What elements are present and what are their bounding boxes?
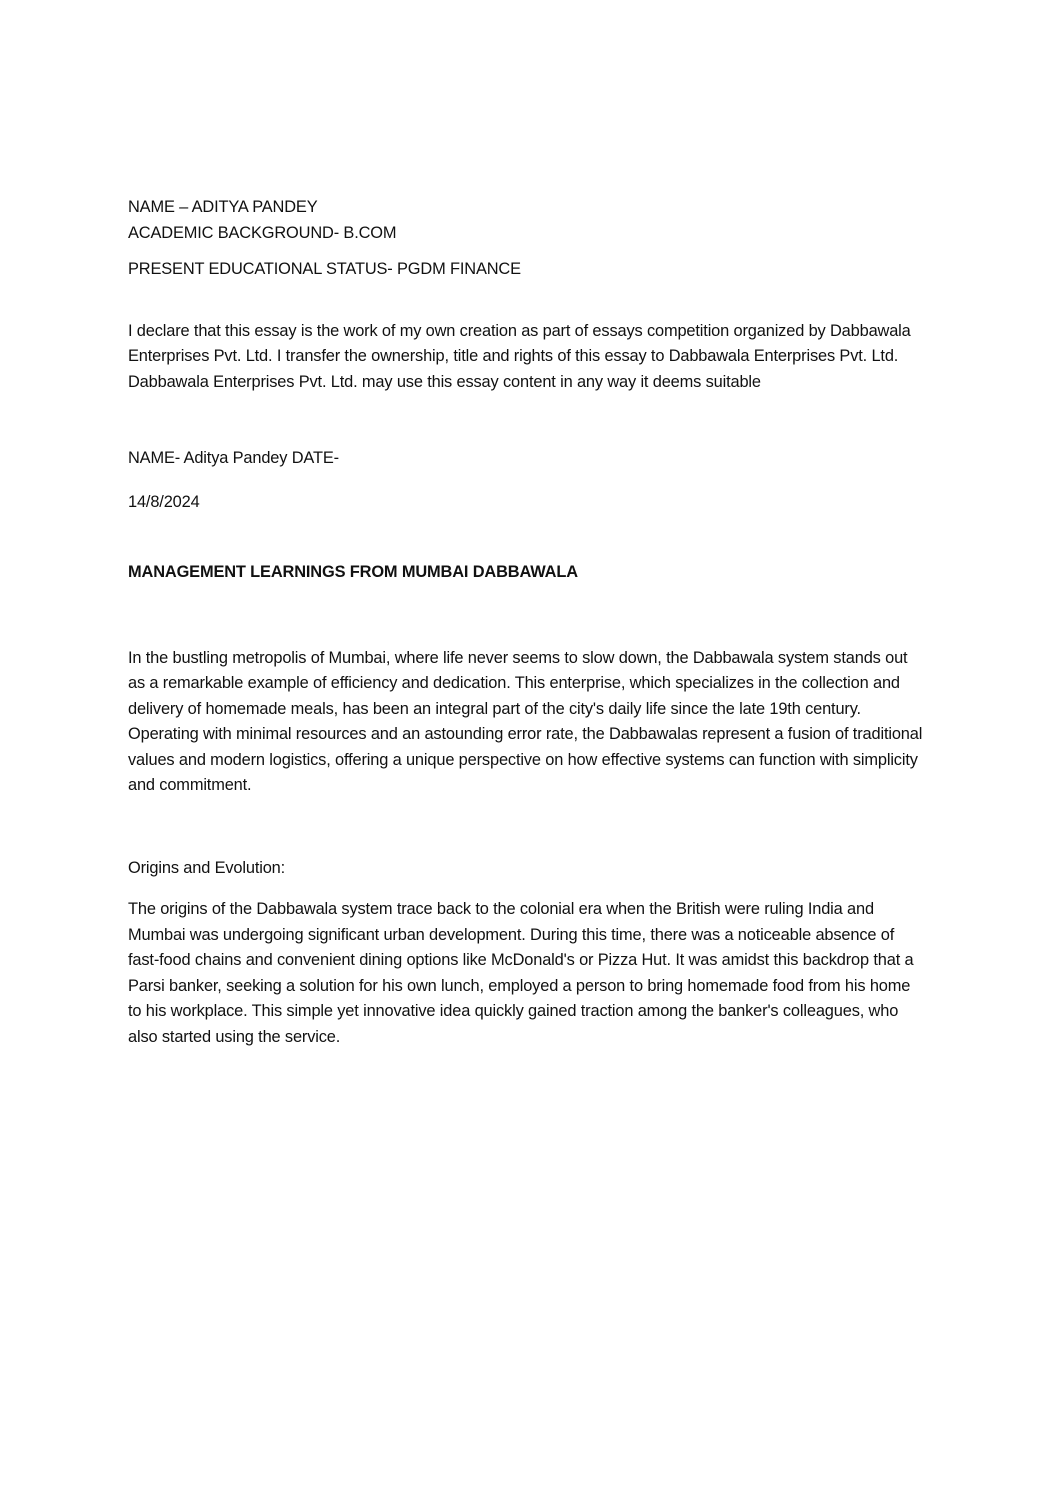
section-body-paragraph: The origins of the Dabbawala system trace back to the colonial era when the British were ruling India and Mumbai was undergoing significant urban development. During this time, there was a noticeable absence of fast-food chains and convenient dining options like McDonald's or Pizza Hut. It was amidst this backdrop that a Parsi banker, seeking a solution for his own lunch, employed a person to bring homemade food from his home to his workplace. This simple yet innovative idea quickly gained traction among the banker's colleagues, who also started using the service. bbox=[128, 900, 914, 1046]
document-body bbox=[128, 195, 928, 1050]
academic-background-line: ACADEMIC BACKGROUND- B.COM bbox=[128, 223, 397, 242]
section-heading: Origins and Evolution: bbox=[128, 858, 286, 877]
educational-status-line: PRESENT EDUCATIONAL STATUS- PGDM FINANCE bbox=[128, 260, 521, 278]
essay-intro-paragraph: In the bustling metropolis of Mumbai, where life never seems to slow down, the Dabbawala system stands out as a remarkable example of efficiency and dedication. This enterprise, which specializes in the collection and delivery of homemade meals, has been an integral part of the city's daily life since the late 19th century. Operating with minimal resources and an astounding error rate, the Dabbawalas represent a fusion of traditional values and modern logistics, offering a unique perspective on how effective systems can function with simplicity and commitment. bbox=[128, 648, 923, 794]
signature-date: 14/8/2024 bbox=[128, 492, 200, 511]
declaration-paragraph: I declare that this essay is the work of my own creation as part of essays competition organized by Dabbawala Enterprises Pvt. Ltd. I transfer the ownership, title and rights of this essay to Dabbawala Enterprises Pvt. Ltd. Dabbawala Enterprises Pvt. Ltd. may use this essay content in any way it deems suitable bbox=[128, 321, 911, 391]
essay-title: MANAGEMENT LEARNINGS FROM MUMBAI DABBAWALA bbox=[128, 563, 578, 581]
signature-name-date-line: NAME- Aditya Pandey DATE- bbox=[128, 449, 339, 467]
name-line: NAME – ADITYA PANDEY bbox=[128, 198, 318, 216]
